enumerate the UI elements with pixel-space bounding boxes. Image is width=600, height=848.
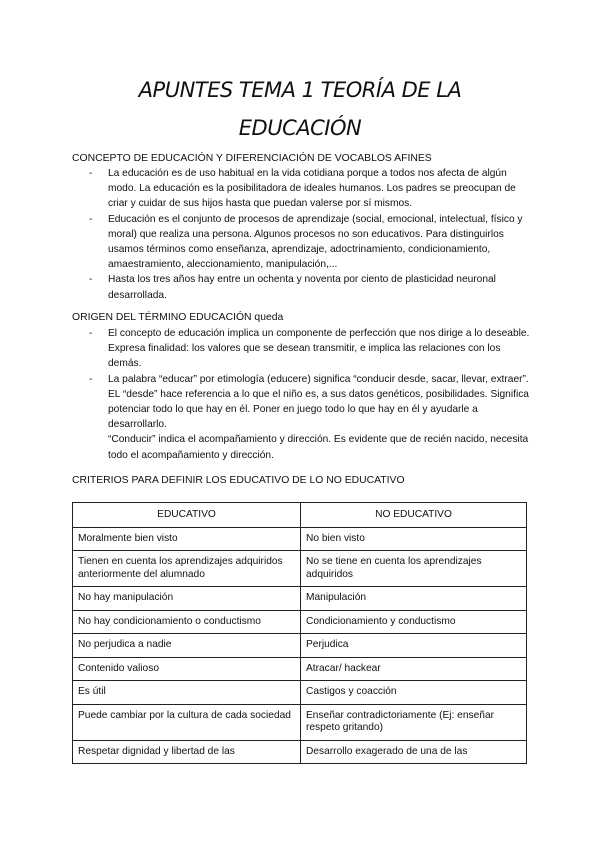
list-item — [72, 326, 532, 372]
bullet-text: La educación es de uso habitual en la vida cotidiana porque a todos nos afecta de algún modo. La educación es la posibilitadora de ideales humanos. Los padres se preocupan de criar y cuidar de sus hijos hasta que puedan valerse por sí mismos. — [108, 168, 516, 210]
table-cell-no-educativo: Desarrollo exagerado de una de las — [301, 740, 527, 764]
dash-bullet-icon: - — [89, 213, 93, 225]
bullet-text: La palabra “educar” por etimología (educere) significa “conducir desde, sacar, llevar, extraer”. EL “desde” hace referencia a lo que el niño es, a sus datos genéticos, posibilidades. Significa potenciar todo lo que hay en él. Poner en juego todo lo que hay en él y ayudarle a desarrollarlo. — [108, 373, 529, 431]
table-cell-no-educativo: Castigos y coacción — [301, 681, 527, 705]
table-row — [73, 681, 527, 705]
table-cell-educativo: Puede cambiar por la cultura de cada sociedad — [73, 704, 301, 740]
criteria-table — [72, 502, 527, 764]
table-cell-educativo: Respetar dignidad y libertad de las — [73, 740, 301, 764]
table-cell-educativo: Contenido valioso — [73, 657, 301, 681]
dash-bullet-icon: - — [89, 328, 93, 339]
table-cell-no-educativo: No se tiene en cuenta los aprendizajes adquiridos — [301, 551, 527, 587]
document-title-line-1: APUNTES TEMA 1 TEORÍA DE LA — [138, 78, 462, 102]
table-row — [73, 527, 527, 551]
table-cell-educativo: Es útil — [73, 681, 301, 705]
table-cell-educativo: Tienen en cuenta los aprendizajes adquiridos anteriormente del alumnado — [73, 551, 301, 587]
table-cell-no-educativo: Perjudica — [301, 634, 527, 658]
dash-bullet-icon: - — [89, 373, 93, 385]
table-header-row — [73, 503, 527, 528]
table-row — [73, 610, 527, 634]
table-row — [73, 657, 527, 681]
table-row — [73, 740, 527, 764]
concepto-bullet-list — [72, 166, 532, 303]
origen-bullet-list — [72, 326, 532, 463]
section-heading-criterios: CRITERIOS PARA DEFINIR LOS EDUCATIVO DE LO NO EDUCATIVO — [72, 475, 405, 486]
list-item-continuation — [72, 432, 532, 462]
table-cell-no-educativo: Atracar/ hackear — [301, 657, 527, 681]
table-row — [73, 634, 527, 658]
bullet-text: Hasta los tres años hay entre un ochenta y noventa por ciento de plasticidad neuronal desarrollada. — [108, 274, 496, 301]
dash-bullet-icon: - — [89, 168, 93, 179]
table-row — [73, 551, 527, 587]
table-cell-educativo: No hay condicionamiento o conductismo — [73, 610, 301, 634]
table-cell-educativo: Moralmente bien visto — [73, 527, 301, 551]
column-header-no-educativo: NO EDUCATIVO — [301, 503, 527, 528]
dash-bullet-icon: - — [89, 274, 93, 286]
section-heading-origen: ORIGEN DEL TÉRMINO EDUCACIÓN queda — [72, 312, 284, 323]
column-header-educativo: EDUCATIVO — [73, 503, 301, 528]
bullet-text: El concepto de educación implica un componente de perfección que nos dirige a lo deseable. Expresa finalidad: los valores que se desean transmitir, e implica las relaciones con los demás. — [108, 328, 530, 370]
bullet-text: “Conducir” indica el acompañamiento y dirección. Es evidente que de recién nacido, necesita todo el acompañamiento y dirección. — [108, 434, 529, 461]
table-cell-no-educativo: Enseñar contradictoriamente (Ej: enseñar respeto gritando) — [301, 704, 527, 740]
table-row — [73, 704, 527, 740]
table-cell-no-educativo: Manipulación — [301, 587, 527, 611]
list-item — [72, 166, 532, 212]
table-cell-no-educativo: Condicionamiento y conductismo — [301, 610, 527, 634]
list-item — [72, 212, 532, 273]
section-heading-concepto: CONCEPTO DE EDUCACIÓN Y DIFERENCIACIÓN DE VOCABLOS AFINES — [72, 153, 432, 164]
table-row — [73, 587, 527, 611]
table-cell-educativo: No hay manipulación — [73, 587, 301, 611]
document-title-line-2: EDUCACIÓN — [238, 116, 362, 140]
bullet-text: Educación es el conjunto de procesos de aprendizaje (social, emocional, intelectual, físico y moral) que realiza una persona. Algunos procesos no son educativos. Para distinguirlos usamos términos como enseñanza, aprendizaje, adoctrinamiento, condicionamiento, amaestramiento, aleccionamiento, manipulación,... — [108, 213, 523, 271]
list-item — [72, 372, 532, 433]
list-item — [72, 272, 532, 302]
table-cell-educativo: No perjudica a nadie — [73, 634, 301, 658]
table-cell-no-educativo: No bien visto — [301, 527, 527, 551]
